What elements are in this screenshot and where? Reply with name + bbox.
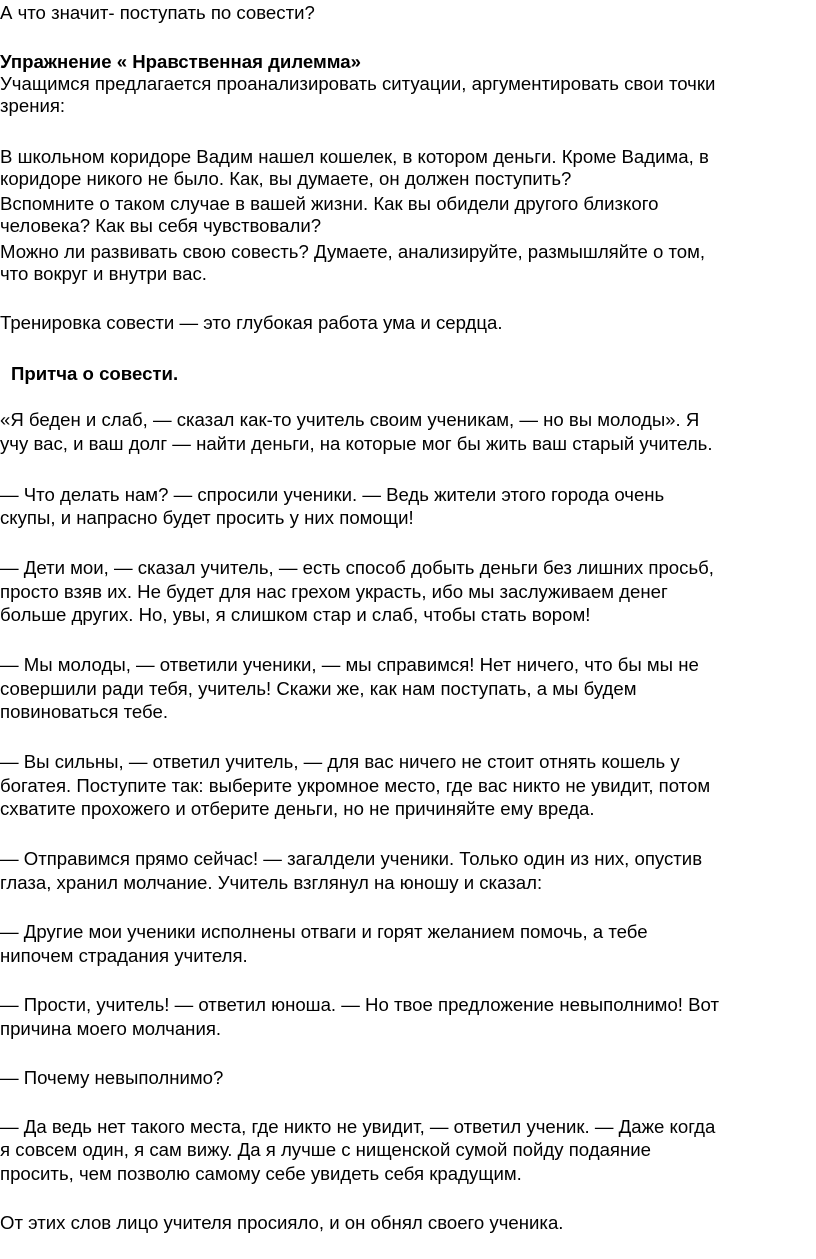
parable-line: — Другие мои ученики исполнены отваги и горят желанием помочь, а тебе xyxy=(0,921,648,942)
parable-line: — Отправимся прямо сейчас! — загалдели ученики. Только один из них, опустив xyxy=(0,848,703,869)
parable-line: я совсем один, я сам вижу. Да я лучше с нищенской сумой пойду подаяние xyxy=(0,1139,651,1160)
situation-line: Вспомните о таком случае в вашей жизни. Как вы обидели другого близкого xyxy=(0,193,659,214)
situation-line: В школьном коридоре Вадим нашел кошелек, в котором деньги. Кроме Вадима, в xyxy=(0,146,709,167)
parable-line: повиноваться тебе. xyxy=(0,701,169,722)
exercise-intro-line: зрения: xyxy=(0,95,66,116)
parable-line: скупы, и напрасно будет просить у них помощи! xyxy=(0,507,414,528)
parable-line: «Я беден и слаб, — сказал как-то учитель своим ученикам, — но вы молоды». Я xyxy=(0,409,700,430)
parable-line: — Вы сильны, — ответил учитель, — для вас ничего не стоит отнять кошель у xyxy=(0,751,680,772)
parable-line: — Прости, учитель! — ответил юноша. — Но твое предложение невыполнимо! Вот xyxy=(0,994,719,1015)
parable-line: глаза, хранил молчание. Учитель взглянул на юношу и сказал: xyxy=(0,872,543,893)
training-note: Тренировка совести — это глубокая работа ума и сердца. xyxy=(0,312,503,333)
parable-line: причина моего молчания. xyxy=(0,1018,222,1039)
parable-line: — Что делать нам? — спросили ученики. — Ведь жители этого города очень xyxy=(0,484,665,505)
parable-line: больше других. Но, увы, я слишком стар и слаб, чтобы стать вором! xyxy=(0,604,591,625)
parable-line: просто взяв их. Не будет для нас грехом украсть, ибо мы заслуживаем денег xyxy=(0,581,668,602)
parable-line: — Дети мои, — сказал учитель, — есть способ добыть деньги без лишних просьб, xyxy=(0,557,714,578)
parable-line: — Почему невыполнимо? xyxy=(0,1067,224,1088)
parable-line: От этих слов лицо учителя просияло, и он обнял своего ученика. xyxy=(0,1212,564,1233)
parable-line: — Да ведь нет такого места, где никто не увидит, — ответил ученик. — Даже когда xyxy=(0,1116,716,1137)
situation-line: что вокруг и внутри вас. xyxy=(0,263,207,284)
exercise-title: Упражнение « Нравственная дилемма» xyxy=(0,51,361,72)
exercise-intro-line: Учащимся предлагается проанализировать ситуации, аргументировать свои точки xyxy=(0,73,716,94)
situation-line: человека? Как вы себя чувствовали? xyxy=(0,215,322,236)
situation-line: Можно ли развивать свою совесть? Думаете, анализируйте, размышляйте о том, xyxy=(0,241,706,262)
parable-title: Притча о совести. xyxy=(11,363,179,384)
parable-line: схватите прохожего и отберите деньги, но не причиняйте ему вреда. xyxy=(0,798,595,819)
parable-line: богатея. Поступите так: выберите укромное место, где вас никто не увидит, потом xyxy=(0,775,711,796)
parable-line: — Мы молоды, — ответили ученики, — мы справимся! Нет ничего, что бы мы не xyxy=(0,654,699,675)
parable-line: совершили ради тебя, учитель! Скажи же, как нам поступать, а мы будем xyxy=(0,678,637,699)
intro-question: А что значит- поступать по совести? xyxy=(0,2,315,23)
situation-line: коридоре никого не было. Как, вы думаете, он должен поступить? xyxy=(0,168,572,189)
parable-line: просить, чем позволю самому себе увидеть себя крадущим. xyxy=(0,1163,522,1184)
parable-line: учу вас, и ваш долг — найти деньги, на которые мог бы жить ваш старый учитель. xyxy=(0,433,713,454)
parable-line: нипочем страдания учителя. xyxy=(0,945,248,966)
